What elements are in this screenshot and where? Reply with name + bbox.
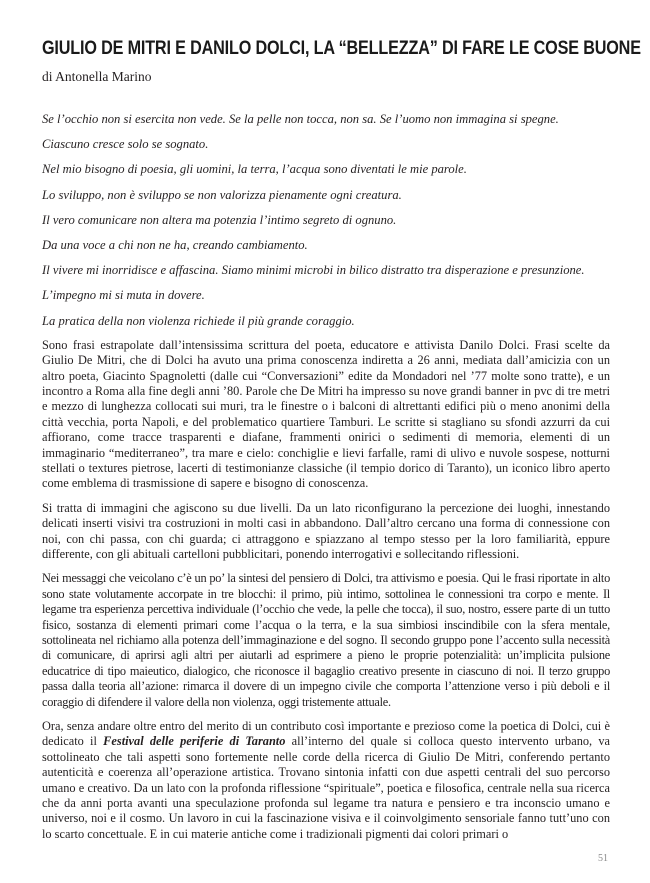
paragraph-3: Nei messaggi che veicolano c’è un po’ la sintesi del pensiero di Dolci, tra attivismo e poesia. Qui le frasi riportate in alto sono state volutamente accorpate in tre blocchi: il primo, più intimo, sottolinea le connessioni tra corpo e mente. Il legame tra esperienza percettiva individuale (l’occhio che vede, la pelle che tocca), il suo, nostro, essere parte di un tutto fisico, sostanza di elementi primari come l’acqua o la terra, e la sua simbiosi inscindibile con la sfera mentale, sottolineata nel richiamo alla potenza dell’immaginazione e del sogno. Il secondo gruppo pone l’accento sulla necessità di comunicare, di aprirsi agli altri per aiutarli ad esprimere a pieno le proprie potenzialità: un’implicita pulsione educatrice di tipo maieutico, dialogico, che riconosce il bagaglio creativo presente in ciascuno di noi. Il terzo gruppo passa dalla teoria all’azione: rimarca il dovere di un impegno civile che comporta l’attenzione verso i più deboli e il coraggio di difendere il valore della non violenza, oggi tristemente attuale. [42,571,610,709]
paragraph-4-rest: all’interno del quale si colloca questo intervento urbano, va sottolineato che tali aspetti sono fortemente nelle corde della ricerca di Giulio De Mitri, conferendo pertanto autenticità e coerenza all’operazione artistica. Trovano sintonia infatti con due aspetti centrali del suo percorso umano e creativo. Da un lato con la profonda riflessione “spirituale”, poetica e filosofica, centrale nella sua ricerca che da anni porta avanti una speculazione profonda sul legame tra natura e pensiero e tra inconscio umano e universo, noi e il cosmo. Un lavoro in cui la fascinazione visiva e il coinvolgimento sensoriale fanno tutt’uno con lo scarto concettuale. E in cui materie antiche come i tradizionali pigmenti dai colori primari o [42,734,611,841]
article-title: GIULIO DE MITRI E DANILO DOLCI, LA “BELLEZZA” DI FARE LE COSE BUONE [42,37,641,59]
page-number: 51 [598,853,608,864]
article [42,36,641,851]
quote-2: Ciascuno cresce solo se sognato. [42,137,209,152]
quote-3: Nel mio bisogno di poesia, gli uomini, la terra, l’acqua sono diventati le mie parole. [42,162,467,177]
quote-7: Il vivere mi inorridisce e affascina. Siamo minimi microbi in bilico distratto tra disperazione e presunzione. [42,263,585,278]
festival-name: Festival delle periferie di Taranto [103,734,286,749]
paragraph-1: Sono frasi estrapolate dall’intensissima scrittura del poeta, educatore e attivista Danilo Dolci. Frasi scelte da Giulio De Mitri, che di Dolci ha avuto una prima conoscenza indiretta a 26 anni, mediata dall’amicizia con un altro poeta, Giacinto Spagnoletti (dalle cui “Conversazioni” edite da Mondadori nel ’77 molte sono tratte), e un incontro a Roma alla fine degli anni ’80. Parole che De Mitri ha impresso su nove grandi banner in pvc di tre metri e mezzo di lunghezza collocati sui muri, tra le finestre o i balconi di altrettanti edifici più o meno anonimi della città vecchia, porta Napoli, e del problematico quartiere Tamburi. Le scritte si stagliano su sfondi azzurri da cui affiorano, come tracce trasparenti e diafane, frammenti onirici o sedimenti di memoria, elementi di un immaginario “mediterraneo”, tra mare e cielo: conchiglie e lievi farfalle, rami di ulivo e nuvole sospese, notturni stellati o textures pietrose, lacerti di testimonianze classiche (il tempio dorico di Taranto), un iconico libro aperto come emblema di trasmissione di sapere e bisogno di conoscenza. [42,337,610,491]
quotes-block [42,111,610,329]
quote-5: Il vero comunicare non altera ma potenzia l’intimo segreto di ognuno. [42,212,397,227]
quote-8: L’impegno mi si muta in dovere. [42,288,205,303]
quote-6: Da una voce a chi non ne ha, creando cambiamento. [42,237,308,252]
quote-4: Lo sviluppo, non è sviluppo se non valorizza pienamente ogni creatura. [42,187,402,202]
quote-9: La pratica della non violenza richiede il più grande coraggio. [42,313,355,328]
paragraph-4-start: Ora, senza andare oltre entro del merito di un contributo così importante e prezioso come la poetica di Dolci, cui è dedicato il [42,719,610,749]
quote-1: Se l’occhio non si esercita non vede. Se la pelle non tocca, non sa. Se l’uomo non immagina si spegne. [42,112,559,126]
paragraph-4 [42,719,610,842]
paragraph-2: Si tratta di immagini che agiscono su due livelli. Da un lato riconfigurano la percezione dei luoghi, innestando delicati inserti visivi tra costruzioni in molti casi in abbandono. Dall’altro cercano una forma di connessione con noi, con chi passa, con chi guarda; ci attraggono e spiazzano al tempo stesso per la loro familiarità, eppure differente, con gli abituali cartelloni pubblicitari, ponendo interrogativi e sollecitando riflessioni. [42,500,610,561]
article-byline: di Antonella Marino [42,69,152,84]
